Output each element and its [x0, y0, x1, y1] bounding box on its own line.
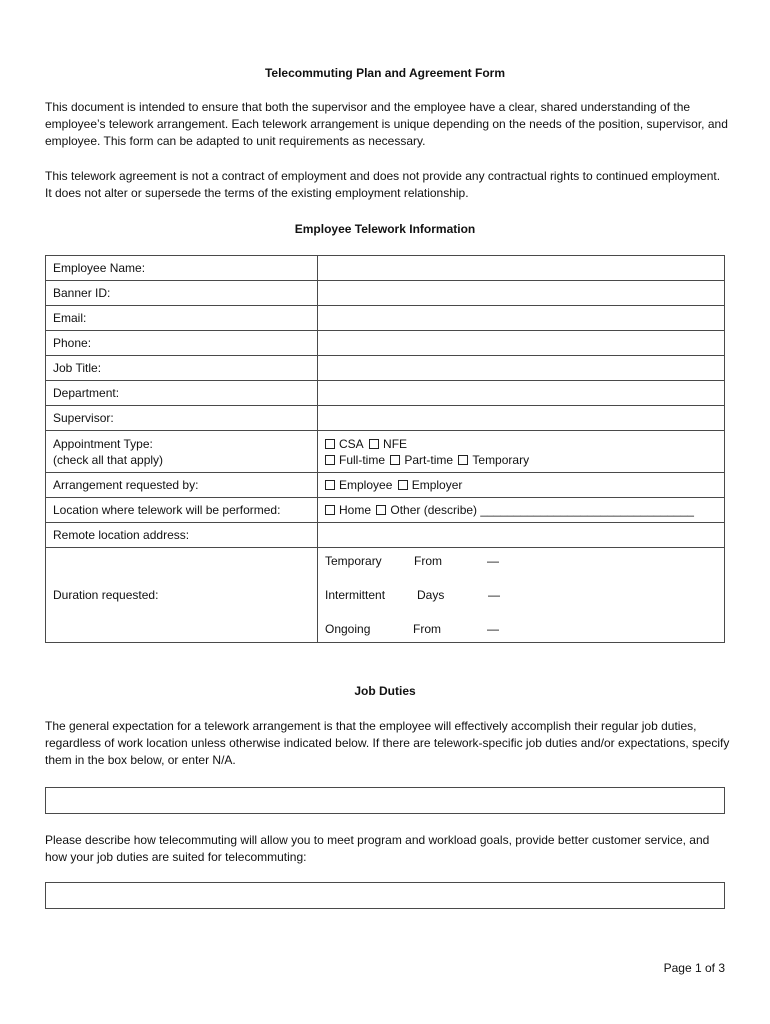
appointment-type-cell [46, 431, 318, 473]
table-row [46, 281, 725, 306]
appointment-type-hint: (check all that apply) [53, 452, 164, 467]
other-checkbox[interactable] [376, 505, 386, 515]
duration-temporary-label: Temporary [325, 554, 382, 568]
appointment-type-label: Appointment Type: [53, 436, 153, 451]
telecommuting-goals-prompt: Please describe how telecommuting will allow you to meet program and workload goals, provide better customer service, and how your job duties are suited for telecommuting: [45, 833, 710, 864]
duration-temporary-dash: — [487, 554, 499, 568]
table-row [46, 523, 725, 548]
form-title: Telecommuting Plan and Agreement Form [264, 66, 506, 80]
remote-address-label: Remote location address: [46, 523, 318, 548]
info-section-title: Employee Telework Information [294, 222, 476, 236]
table-row [46, 256, 725, 281]
job-duties-input-box[interactable] [45, 787, 725, 814]
supervisor-field[interactable] [318, 406, 725, 431]
table-row [46, 431, 725, 473]
employee-name-field[interactable] [318, 256, 725, 281]
home-option-label: Home [339, 503, 372, 517]
table-row [46, 306, 725, 331]
employee-checkbox[interactable] [325, 480, 335, 490]
table-row [46, 473, 725, 498]
table-row [46, 498, 725, 523]
department-field[interactable] [318, 381, 725, 406]
arrangement-options [318, 473, 725, 498]
duration-intermittent-label: Intermittent [325, 588, 386, 602]
appointment-type-options [318, 431, 725, 473]
duration-temporary-from-label: From [414, 554, 442, 568]
phone-label: Phone: [46, 331, 318, 356]
nfe-option-label: NFE [383, 436, 408, 451]
full-time-option-label: Full-time [339, 452, 386, 467]
home-checkbox[interactable] [325, 505, 335, 515]
banner-id-field[interactable] [318, 281, 725, 306]
other-option-label: Other (describe) ________________________________ [390, 503, 694, 517]
supervisor-label: Supervisor: [46, 406, 318, 431]
location-options [318, 498, 725, 523]
duration-ongoing-label: Ongoing [325, 622, 371, 636]
part-time-checkbox[interactable] [390, 455, 400, 465]
job-duties-paragraph: The general expectation for a telework arrangement is that the employee will effectively accomplish their regular job duties, regardless of work location unless otherwise indicated below. If there are telework-specific job duties and/or expectations, specify them in the box below, or enter N/A. [45, 719, 730, 767]
banner-id-label: Banner ID: [46, 281, 318, 306]
job-duties-title: Job Duties [354, 684, 416, 698]
arrangement-label: Arrangement requested by: [46, 473, 318, 498]
nfe-checkbox[interactable] [369, 439, 379, 449]
table-row [46, 406, 725, 431]
duration-label: Duration requested: [46, 548, 318, 643]
full-time-checkbox[interactable] [325, 455, 335, 465]
telecommuting-goals-input-box[interactable] [45, 882, 725, 909]
part-time-option-label: Part-time [404, 452, 454, 467]
duration-options [318, 548, 725, 643]
csa-checkbox[interactable] [325, 439, 335, 449]
intro-paragraph: This document is intended to ensure that both the supervisor and the employee have a clear, shared understanding of the employee’s telework arrangement. Each telework arrangement is unique depending on the needs of the position, supervisor, and employee. This form can be adapted to unit requirements as necessary. [45, 100, 728, 148]
duration-ongoing-from-label: From [413, 622, 441, 636]
page-number: Page 1 of 3 [663, 961, 725, 975]
location-label: Location where telework will be performed: [46, 498, 318, 523]
employee-name-label: Employee Name: [46, 256, 318, 281]
duration-intermittent-days-label: Days [417, 588, 445, 602]
employer-option-label: Employer [411, 478, 463, 492]
email-field[interactable] [318, 306, 725, 331]
phone-field[interactable] [318, 331, 725, 356]
csa-option-label: CSA [339, 436, 364, 451]
job-title-label: Job Title: [46, 356, 318, 381]
duration-ongoing-dash: — [487, 622, 499, 636]
temporary-option-label: Temporary [472, 452, 530, 467]
table-row [46, 331, 725, 356]
disclaimer-paragraph: This telework agreement is not a contract of employment and does not provide any contractual rights to continued employment. It does not alter or supersede the terms of the existing employment relationship. [45, 169, 721, 200]
table-row [46, 356, 725, 381]
department-label: Department: [46, 381, 318, 406]
table-row [46, 381, 725, 406]
table-row [46, 548, 725, 643]
temporary-checkbox[interactable] [458, 455, 468, 465]
employee-option-label: Employee [339, 478, 393, 492]
duration-intermittent-dash: — [488, 588, 500, 602]
remote-address-field[interactable] [318, 523, 725, 548]
employer-checkbox[interactable] [398, 480, 408, 490]
email-label: Email: [46, 306, 318, 331]
telework-info-table [45, 255, 725, 643]
job-title-field[interactable] [318, 356, 725, 381]
